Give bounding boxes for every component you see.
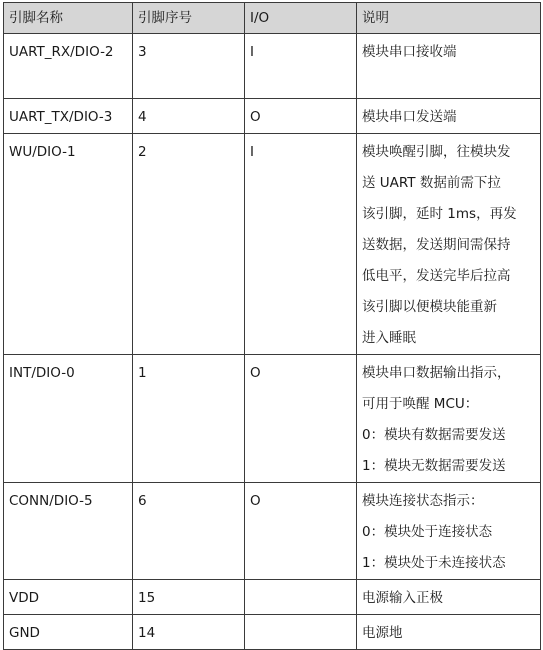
pin-name: INT/DIO-0	[4, 355, 133, 483]
pin-name: UART_RX/DIO-2	[4, 34, 133, 99]
description-line: 低电平，发送完毕后拉高	[362, 268, 511, 284]
description-line: 送数据，发送期间需保持	[362, 237, 511, 253]
table-row	[4, 355, 541, 483]
header-pin-number: 引脚序号	[133, 3, 245, 34]
pin-description	[357, 355, 541, 483]
pin-number: 2	[133, 134, 245, 355]
pin-number: 3	[133, 34, 245, 99]
table-row	[4, 483, 541, 580]
description-line: 电源输入正极	[362, 590, 443, 606]
pin-io: O	[245, 355, 357, 483]
description-line: 模块串口发送端	[362, 109, 457, 125]
description-line: 该引脚，延时 1ms，再发	[362, 206, 517, 222]
description-line: 进入睡眠	[362, 330, 416, 346]
table-row	[4, 134, 541, 355]
pin-description	[357, 34, 541, 99]
pin-number: 6	[133, 483, 245, 580]
header-row	[4, 3, 541, 34]
description-line: 模块串口数据输出指示，	[362, 365, 511, 381]
pin-io: I	[245, 134, 357, 355]
table-header	[4, 3, 541, 34]
description-line: 模块串口接收端	[362, 44, 457, 60]
pin-description	[357, 615, 541, 650]
pin-io: O	[245, 99, 357, 134]
pin-name: GND	[4, 615, 133, 650]
pin-name: CONN/DIO-5	[4, 483, 133, 580]
table-row	[4, 34, 541, 99]
pin-io: I	[245, 34, 357, 99]
header-pin-name: 引脚名称	[4, 3, 133, 34]
pin-io	[245, 615, 357, 650]
pin-name: UART_TX/DIO-3	[4, 99, 133, 134]
header-io: I/O	[245, 3, 357, 34]
pin-description	[357, 483, 541, 580]
table-body	[4, 34, 541, 650]
description-line: 模块连接状态指示：	[362, 493, 484, 509]
description-line: 可用于唤醒 MCU：	[362, 396, 479, 412]
pin-description	[357, 134, 541, 355]
description-line: 送 UART 数据前需下拉	[362, 175, 501, 191]
pin-number: 1	[133, 355, 245, 483]
pin-name: VDD	[4, 580, 133, 615]
pin-number: 14	[133, 615, 245, 650]
table-row	[4, 615, 541, 650]
description-line: 1：模块处于未连接状态	[362, 555, 506, 571]
description-line: 0：模块有数据需要发送	[362, 427, 506, 443]
pin-number: 4	[133, 99, 245, 134]
pin-name: WU/DIO-1	[4, 134, 133, 355]
table-row	[4, 580, 541, 615]
pin-io	[245, 580, 357, 615]
table-row	[4, 99, 541, 134]
description-line: 模块唤醒引脚，往模块发	[362, 144, 511, 160]
description-line: 0：模块处于连接状态	[362, 524, 493, 540]
description-line: 1：模块无数据需要发送	[362, 458, 506, 474]
pin-definition-table	[3, 2, 541, 650]
pin-number: 15	[133, 580, 245, 615]
pin-description	[357, 580, 541, 615]
pin-description	[357, 99, 541, 134]
description-line: 电源地	[362, 625, 403, 641]
header-description: 说明	[357, 3, 541, 34]
pin-io: O	[245, 483, 357, 580]
description-line: 该引脚以便模块能重新	[362, 299, 497, 315]
